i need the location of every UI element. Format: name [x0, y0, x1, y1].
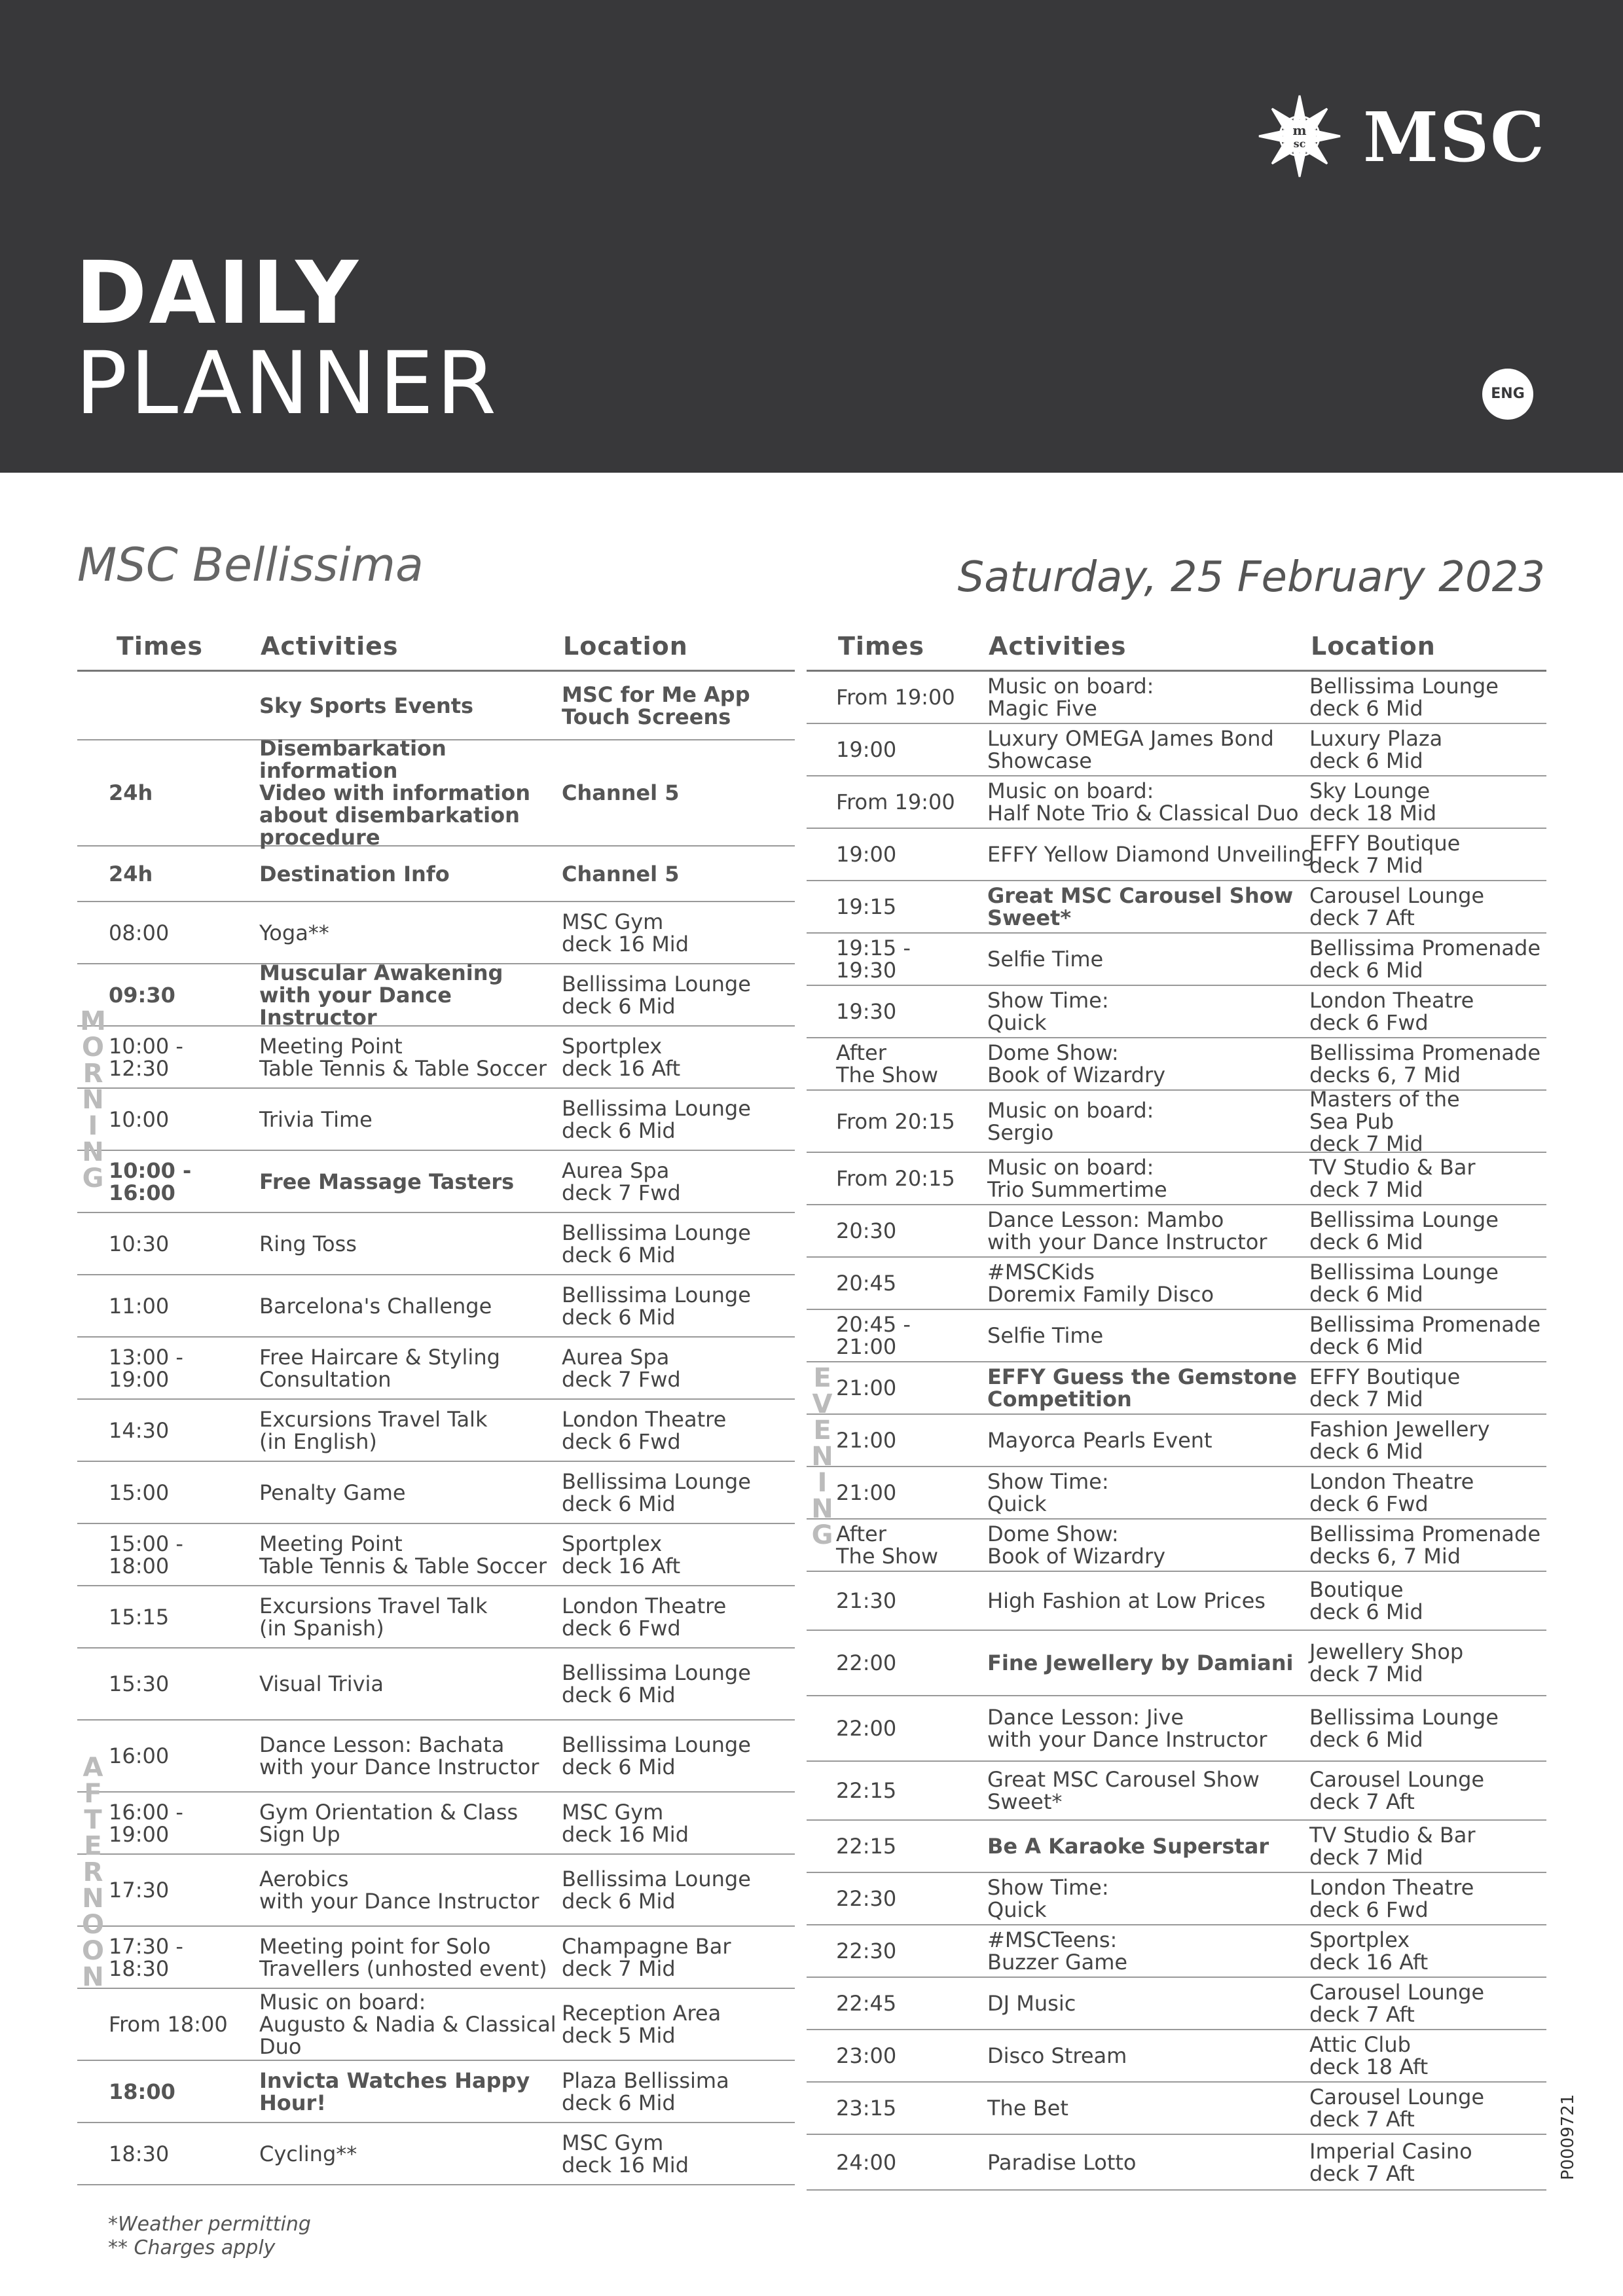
event-activity: High Fashion at Low Prices [987, 1588, 1266, 1613]
event-activity: Show Time: Quick [987, 1875, 1109, 1922]
event-time: 16:00 - 19:00 [109, 1799, 183, 1847]
schedule-row [807, 1978, 1546, 2030]
schedule-row [77, 672, 795, 740]
event-activity: Dance Lesson: Bachata with your Dance Instructor [259, 1732, 539, 1779]
event-activity: Cycling** [259, 2141, 357, 2166]
event-time: 17:30 - 18:30 [109, 1933, 183, 1981]
schedule-row [807, 1467, 1546, 1520]
event-location: Channel 5 [562, 780, 680, 805]
event-activity: Destination Info [259, 861, 450, 886]
period-evening: E V E N I N G [811, 1363, 833, 1550]
event-activity: Great MSC Carousel Show Sweet* [987, 1767, 1260, 1814]
event-time: 23:00 [836, 2043, 897, 2068]
event-time: 15:00 - 18:00 [109, 1531, 183, 1578]
event-time: 18:00 [109, 2079, 175, 2104]
schedule-row [77, 1213, 795, 1275]
schedule-row [77, 902, 795, 964]
event-time: 18:30 [109, 2141, 170, 2166]
event-location: MSC Gym deck 16 Mid [562, 1799, 689, 1847]
event-location: Jewellery Shop deck 7 Mid [1309, 1639, 1464, 1686]
event-location: Sportplex deck 16 Aft [562, 1033, 681, 1081]
event-location: Carousel Lounge deck 7 Aft [1309, 1767, 1485, 1814]
schedule-row [807, 1696, 1546, 1762]
schedule-row [807, 672, 1546, 724]
event-time: 21:00 [836, 1428, 897, 1453]
event-location: Sportplex deck 16 Aft [562, 1531, 681, 1578]
event-activity: Music on board: Magic Five [987, 674, 1154, 721]
event-location: Bellissima Lounge deck 6 Mid [562, 1220, 751, 1267]
schedule-row [807, 1520, 1546, 1572]
event-time: 19:00 [836, 737, 897, 762]
event-time: 10:30 [109, 1231, 170, 1256]
event-time: After The Show [836, 1040, 939, 1087]
event-activity: Show Time: Quick [987, 988, 1109, 1035]
event-activity: Gym Orientation & Class Sign Up [259, 1799, 519, 1847]
schedule-row [77, 1400, 795, 1462]
schedule-row [77, 1649, 795, 1721]
event-time: 17:30 [109, 1878, 170, 1903]
schedule-row [77, 1855, 795, 1927]
event-time: 11:00 [109, 1293, 170, 1319]
ship-name: MSC Bellissima [77, 538, 424, 592]
event-time: From 19:00 [836, 790, 955, 814]
event-time: 19:15 - 19:30 [836, 936, 911, 983]
event-time: 20:45 - 21:00 [836, 1312, 911, 1359]
event-location: Champagne Bar deck 7 Mid [562, 1933, 731, 1981]
schedule-row [77, 960, 795, 1030]
schedule-row [77, 1524, 795, 1586]
event-location: Boutique deck 6 Mid [1309, 1577, 1423, 1624]
event-activity: Free Haircare & Styling Consultation [259, 1344, 500, 1392]
event-location: Sportplex deck 16 Aft [1309, 1927, 1429, 1975]
event-location: Bellissima Lounge deck 6 Mid [1309, 1705, 1499, 1752]
event-location: Bellissima Lounge deck 6 Mid [562, 1867, 751, 1914]
event-activity: The Bet [987, 2096, 1068, 2121]
event-activity: Selfie Time [987, 947, 1104, 972]
event-time: 10:00 [109, 1106, 170, 1132]
schedule-row [807, 1038, 1546, 1091]
event-location: MSC Gym deck 16 Mid [562, 2130, 689, 2178]
event-location: Aurea Spa deck 7 Fwd [562, 1157, 681, 1205]
event-location: Carousel Lounge deck 7 Aft [1309, 883, 1485, 930]
schedule-row [807, 776, 1546, 829]
schedule-row [807, 2030, 1546, 2083]
event-location: MSC Gym deck 16 Mid [562, 909, 689, 957]
event-time: 15:00 [109, 1480, 170, 1505]
schedule-row [807, 1762, 1546, 1821]
event-activity: #MSCKids Doremix Family Disco [987, 1260, 1214, 1307]
event-location: Bellissima Promenade deck 6 Mid [1309, 1312, 1541, 1359]
event-activity: Dance Lesson: Mambo with your Dance Instructor [987, 1207, 1267, 1254]
event-activity: EFFY Guess the Gemstone Competition [987, 1364, 1297, 1412]
schedule-row [807, 934, 1546, 986]
schedule-row [807, 1153, 1546, 1205]
event-location: London Theatre deck 6 Fwd [1309, 988, 1474, 1035]
event-activity: Luxury OMEGA James Bond Showcase [987, 726, 1274, 773]
planner-date: Saturday, 25 February 2023 [957, 553, 1545, 602]
event-time: 22:15 [836, 1778, 897, 1803]
period-afternoon: A F T E R N O O N [81, 1753, 104, 1992]
event-location: MSC for Me App Touch Screens [562, 682, 750, 729]
event-location: Attic Club deck 18 Aft [1309, 2032, 1429, 2079]
event-location: Bellissima Lounge deck 6 Mid [562, 1468, 751, 1516]
event-location: Bellissima Lounge deck 6 Mid [562, 1660, 751, 1707]
event-time: 23:15 [836, 2096, 897, 2121]
schedule-row [807, 1873, 1546, 1925]
header-location: Location [563, 632, 688, 661]
brand-logo-text: MSC [1363, 97, 1546, 177]
event-location: Aurea Spa deck 7 Fwd [562, 1344, 681, 1392]
right-rows [807, 672, 1546, 2191]
event-location: London Theatre deck 6 Fwd [562, 1406, 727, 1454]
event-location: Bellissima Lounge deck 6 Mid [562, 971, 751, 1019]
left-table-header [77, 625, 795, 672]
event-location: Carousel Lounge deck 7 Aft [1309, 1980, 1485, 2027]
footnotes: *Weather permitting ** Charges apply [108, 2213, 311, 2259]
event-time: 21:00 [836, 1376, 897, 1400]
schedule-row [807, 1415, 1546, 1467]
event-time: 14:30 [109, 1417, 170, 1443]
event-time: 21:30 [836, 1588, 897, 1613]
event-time: 15:15 [109, 1604, 170, 1630]
schedule-row [77, 1027, 795, 1089]
event-location: Masters of the Sea Pub deck 7 Mid [1309, 1086, 1460, 1156]
event-time: 15:30 [109, 1671, 170, 1696]
event-location: Bellissima Promenade deck 6 Mid [1309, 936, 1541, 983]
schedule-row [77, 1793, 795, 1855]
event-activity: Music on board: Sergio [987, 1097, 1154, 1145]
event-activity: Meeting Point Table Tennis & Table Soccer [259, 1033, 547, 1081]
event-time: 08:00 [109, 920, 170, 945]
schedule-row [807, 724, 1546, 776]
event-activity: Selfie Time [987, 1323, 1104, 1348]
schedule-row [77, 2061, 795, 2123]
schedule-row [77, 1151, 795, 1213]
schedule-row [807, 1205, 1546, 1258]
event-time: 19:30 [836, 999, 897, 1024]
schedule-row [77, 1989, 795, 2061]
event-activity: #MSCTeens: Buzzer Game [987, 1927, 1128, 1975]
event-time: 22:30 [836, 1939, 897, 1963]
event-activity: Meeting point for Solo Travellers (unhosted event) [259, 1933, 547, 1981]
right-schedule [807, 625, 1546, 2191]
event-time: From 18:00 [109, 2012, 228, 2037]
schedule-row [807, 1925, 1546, 1978]
event-activity: Mayorca Pearls Event [987, 1428, 1213, 1453]
schedule-row [77, 1089, 795, 1151]
left-rows [77, 672, 795, 2185]
event-activity: Aerobics with your Dance Instructor [259, 1867, 539, 1914]
svg-text:sc: sc [1293, 137, 1306, 150]
event-location: Sky Lounge deck 18 Mid [1309, 778, 1436, 826]
event-time: 19:00 [836, 842, 897, 867]
event-activity: Music on board: Half Note Trio & Classical Duo [987, 778, 1299, 826]
event-location: Reception Area deck 5 Mid [562, 2001, 721, 2048]
event-location: TV Studio & Bar deck 7 Mid [1309, 1155, 1476, 1202]
event-location: Bellissima Lounge deck 6 Mid [1309, 1207, 1499, 1254]
event-activity: DJ Music [987, 1991, 1076, 2016]
svg-text:m: m [1292, 122, 1307, 138]
event-location: Channel 5 [562, 861, 680, 886]
event-location: London Theatre deck 6 Fwd [562, 1593, 727, 1641]
event-location: Bellissima Lounge deck 6 Mid [1309, 674, 1499, 721]
schedule-row [77, 847, 795, 902]
event-activity: Disco Stream [987, 2043, 1127, 2068]
event-activity: Penalty Game [259, 1480, 406, 1505]
document-code: P0009721 [1558, 2094, 1578, 2180]
header-activities: Activities [261, 632, 399, 661]
event-activity: Free Massage Tasters [259, 1169, 515, 1194]
event-location: Bellissima Promenade decks 6, 7 Mid [1309, 1040, 1541, 1087]
event-time: 19:15 [836, 894, 897, 919]
event-time: 24h [109, 861, 153, 886]
event-activity: Yoga** [259, 920, 329, 945]
event-location: Bellissima Lounge deck 6 Mid [562, 1095, 751, 1143]
event-location: Bellissima Lounge deck 6 Mid [562, 1732, 751, 1779]
language-badge: ENG [1482, 369, 1533, 420]
header-activities: Activities [989, 632, 1127, 661]
event-location: Imperial Casino deck 7 Aft [1309, 2138, 1472, 2186]
schedule-row [77, 1927, 795, 1989]
header-times: Times [838, 632, 924, 661]
event-activity: Show Time: Quick [987, 1469, 1109, 1516]
event-time: After The Show [836, 1522, 939, 1569]
schedule-row [77, 2123, 795, 2185]
event-location: EFFY Boutique deck 7 Mid [1309, 1364, 1461, 1412]
event-time: From 20:15 [836, 1166, 955, 1191]
event-time: 22:00 [836, 1650, 897, 1675]
schedule-row [807, 1821, 1546, 1873]
event-activity: Barcelona's Challenge [259, 1293, 492, 1319]
event-activity: Trivia Time [259, 1106, 373, 1132]
event-time: 22:15 [836, 1834, 897, 1859]
event-location: Carousel Lounge deck 7 Aft [1309, 2085, 1485, 2132]
event-activity: Music on board: Augusto & Nadia & Classical Duo [259, 1990, 556, 2059]
event-activity: EFFY Yellow Diamond Unveiling [987, 842, 1315, 867]
event-activity: Ring Toss [259, 1231, 357, 1256]
event-time: 22:45 [836, 1991, 897, 2016]
event-time: 10:00 - 12:30 [109, 1033, 183, 1081]
event-location: London Theatre deck 6 Fwd [1309, 1875, 1474, 1922]
schedule-row [807, 1086, 1546, 1156]
event-time: 09:30 [109, 982, 175, 1008]
event-activity: Sky Sports Events [259, 693, 474, 718]
event-time [109, 672, 249, 739]
event-time: 20:30 [836, 1218, 897, 1243]
event-activity: Dome Show: Book of Wizardry [987, 1522, 1166, 1569]
schedule-row [77, 1586, 795, 1649]
event-time: 21:00 [836, 1480, 897, 1505]
event-location: TV Studio & Bar deck 7 Mid [1309, 1823, 1476, 1870]
event-time: 22:00 [836, 1716, 897, 1741]
event-activity: Excursions Travel Talk (in English) [259, 1406, 488, 1454]
event-activity: Disembarkation information Video with information about disembarkation procedure [259, 736, 531, 850]
event-activity: Muscular Awakening with your Dance Instructor [259, 960, 503, 1030]
schedule-row [77, 736, 795, 850]
event-activity: Invicta Watches Happy Hour! [259, 2068, 530, 2115]
event-time: 20:45 [836, 1271, 897, 1296]
period-morning: M O R N I N G [80, 1006, 106, 1194]
event-activity: Dome Show: Book of Wizardry [987, 1040, 1166, 1087]
event-time: 10:00 - 16:00 [109, 1157, 192, 1205]
event-location: London Theatre deck 6 Fwd [1309, 1469, 1474, 1516]
event-time: 22:30 [836, 1886, 897, 1911]
schedule-row [807, 2083, 1546, 2135]
title-planner: PLANNER [75, 333, 500, 434]
event-activity: Great MSC Carousel Show Sweet* [987, 883, 1294, 930]
event-activity: Be A Karaoke Superstar [987, 1834, 1269, 1859]
header-banner [0, 0, 1623, 473]
event-activity: Music on board: Trio Summertime [987, 1155, 1167, 1202]
event-location: Luxury Plaza deck 6 Mid [1309, 726, 1443, 773]
event-time: 13:00 - 19:00 [109, 1344, 183, 1392]
event-activity: Meeting Point Table Tennis & Table Soccer [259, 1531, 547, 1578]
event-activity: Visual Trivia [259, 1671, 384, 1696]
header-location: Location [1311, 632, 1436, 661]
schedule-row [807, 829, 1546, 881]
schedule-row [807, 1362, 1546, 1415]
event-activity: Fine Jewellery by Damiani [987, 1650, 1294, 1675]
right-table-header [807, 625, 1546, 672]
schedule-row [77, 1275, 795, 1338]
event-location: Plaza Bellissima deck 6 Mid [562, 2068, 729, 2115]
title-daily: DAILY [75, 243, 360, 344]
event-activity: Paradise Lotto [987, 2149, 1137, 2175]
schedule-row [807, 986, 1546, 1038]
event-time: From 19:00 [836, 685, 955, 710]
schedule-row [77, 1721, 795, 1793]
event-location: Bellissima Lounge deck 6 Mid [1309, 1260, 1499, 1307]
left-schedule [77, 625, 795, 2185]
event-time: 24:00 [836, 2149, 897, 2175]
schedule-row [807, 1572, 1546, 1631]
schedule-row [807, 1631, 1546, 1696]
schedule-row [77, 1338, 795, 1400]
event-location: Bellissima Promenade decks 6, 7 Mid [1309, 1522, 1541, 1569]
schedule-row [807, 2135, 1546, 2191]
schedule-row [77, 1462, 795, 1524]
header-times: Times [117, 632, 203, 661]
event-time: 16:00 [109, 1743, 170, 1768]
event-location: Bellissima Lounge deck 6 Mid [562, 1282, 751, 1330]
event-time: From 20:15 [836, 1108, 955, 1134]
event-activity: Excursions Travel Talk (in Spanish) [259, 1593, 488, 1641]
event-time: 24h [109, 780, 153, 805]
event-location: Fashion Jewellery deck 6 Mid [1309, 1417, 1490, 1464]
event-location: EFFY Boutique deck 7 Mid [1309, 831, 1461, 878]
schedule-row [807, 1310, 1546, 1362]
schedule-row [807, 1258, 1546, 1310]
event-activity: Dance Lesson: Jive with your Dance Instructor [987, 1705, 1267, 1752]
schedule-row [807, 881, 1546, 934]
